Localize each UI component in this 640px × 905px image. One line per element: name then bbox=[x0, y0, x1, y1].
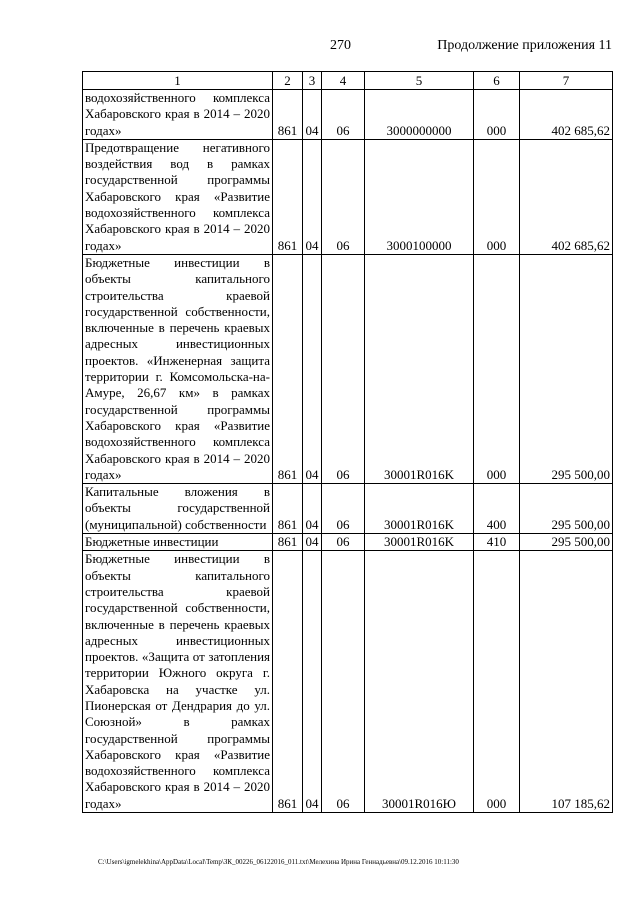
row-amount: 402 685,62 bbox=[520, 90, 613, 140]
row-code-expense-type: 000 bbox=[474, 254, 520, 483]
column-header: 3 bbox=[303, 72, 322, 90]
row-name: Капитальные вложения в объекты государственной (муниципальной) собственности bbox=[83, 484, 273, 534]
row-code-ministry: 861 bbox=[273, 90, 303, 140]
table-row bbox=[83, 254, 613, 483]
row-code-target: 3000100000 bbox=[365, 139, 474, 254]
column-header: 7 bbox=[520, 72, 613, 90]
row-amount: 295 500,00 bbox=[520, 534, 613, 551]
page-number: 270 bbox=[330, 38, 351, 53]
table-row bbox=[83, 484, 613, 534]
row-code-expense-type: 400 bbox=[474, 484, 520, 534]
row-code-target: 30001R016K bbox=[365, 484, 474, 534]
column-header: 5 bbox=[365, 72, 474, 90]
row-code-section: 04 bbox=[303, 139, 322, 254]
row-code-target: 30001R016K bbox=[365, 254, 474, 483]
row-code-section: 04 bbox=[303, 534, 322, 551]
row-code-target: 30001R016K bbox=[365, 534, 474, 551]
row-code-expense-type: 000 bbox=[474, 90, 520, 140]
column-header: 4 bbox=[322, 72, 365, 90]
row-amount: 295 500,00 bbox=[520, 254, 613, 483]
column-header: 2 bbox=[273, 72, 303, 90]
row-code-ministry: 861 bbox=[273, 534, 303, 551]
row-code-subsection: 06 bbox=[322, 484, 365, 534]
row-code-target: 30001R016Ю bbox=[365, 551, 474, 813]
table-row bbox=[83, 90, 613, 140]
row-name: Предотвращение негативного воздействия вод в рамках государственной программы Хабаровского края «Развитие водохозяйственного комплекса Хабаровского края в 2014 – 2020 годах» bbox=[83, 139, 273, 254]
column-header: 6 bbox=[474, 72, 520, 90]
page-caption: Продолжение приложения 11 bbox=[437, 38, 612, 53]
row-code-subsection: 06 bbox=[322, 254, 365, 483]
table-row bbox=[83, 534, 613, 551]
column-header: 1 bbox=[83, 72, 273, 90]
row-amount: 295 500,00 bbox=[520, 484, 613, 534]
row-code-expense-type: 000 bbox=[474, 551, 520, 813]
row-amount: 107 185,62 bbox=[520, 551, 613, 813]
row-code-subsection: 06 bbox=[322, 90, 365, 140]
row-code-section: 04 bbox=[303, 90, 322, 140]
row-name: Бюджетные инвестиции bbox=[83, 534, 273, 551]
row-amount: 402 685,62 bbox=[520, 139, 613, 254]
row-code-subsection: 06 bbox=[322, 139, 365, 254]
row-code-expense-type: 410 bbox=[474, 534, 520, 551]
row-code-ministry: 861 bbox=[273, 484, 303, 534]
table-header-row bbox=[83, 72, 613, 90]
row-code-expense-type: 000 bbox=[474, 139, 520, 254]
row-code-target: 3000000000 bbox=[365, 90, 474, 140]
table-row bbox=[83, 551, 613, 813]
footer-file-path: C:\Users\igmelekhina\AppData\Local\Temp\ЗК_00226_06122016_011.txt\Мелехина Ирина Геннадьевна\09.12.2016 10:11:30 bbox=[98, 858, 459, 866]
row-name: водохозяйственного комплекса Хабаровского края в 2014 – 2020 годах» bbox=[83, 90, 273, 140]
row-code-ministry: 861 bbox=[273, 139, 303, 254]
table-row bbox=[83, 139, 613, 254]
row-code-subsection: 06 bbox=[322, 551, 365, 813]
row-code-section: 04 bbox=[303, 254, 322, 483]
row-name: Бюджетные инвестиции в объекты капитального строительства краевой государственной собственности, включенные в перечень краевых адресных инвестиционных проектов. «Инженерная защита территории г. Комсомольска-на-Амуре, 26,67 км» в рамках государственной программы Хабаровского края «Развитие водохозяйственного комплекса Хабаровского края в 2014 – 2020 годах» bbox=[83, 254, 273, 483]
row-name: Бюджетные инвестиции в объекты капитального строительства краевой государственной собственности, включенные в перечень краевых адресных инвестиционных проектов. «Защита от затопления территории Южного округа г. Хабаровска на участке ул. Пионерская от Дендрария до ул. Союзной» в рамках государственной программы Хабаровского края «Развитие водохозяйственного комплекса Хабаровского края в 2014 – 2020 годах» bbox=[83, 551, 273, 813]
row-code-ministry: 861 bbox=[273, 551, 303, 813]
budget-table bbox=[82, 71, 613, 813]
row-code-section: 04 bbox=[303, 484, 322, 534]
row-code-section: 04 bbox=[303, 551, 322, 813]
row-code-ministry: 861 bbox=[273, 254, 303, 483]
row-code-subsection: 06 bbox=[322, 534, 365, 551]
